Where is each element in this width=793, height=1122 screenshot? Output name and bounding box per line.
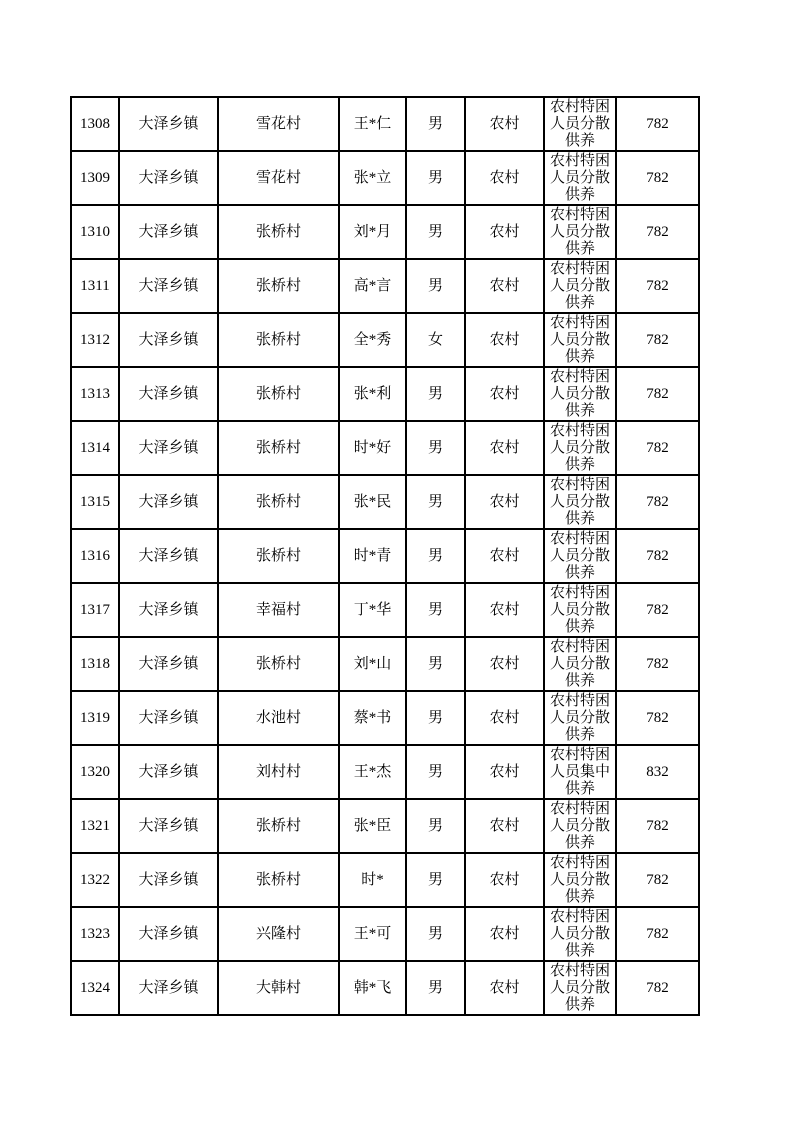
table-row bbox=[71, 97, 699, 151]
cell-gender: 男 bbox=[406, 637, 465, 691]
cell-area-type: 农村 bbox=[465, 367, 544, 421]
cell-support-category: 农村特困人员分散供养 bbox=[544, 475, 616, 529]
table-row bbox=[71, 529, 699, 583]
cell-area-type: 农村 bbox=[465, 907, 544, 961]
table-row bbox=[71, 313, 699, 367]
cell-amount: 782 bbox=[616, 907, 699, 961]
cell-amount: 782 bbox=[616, 637, 699, 691]
cell-town: 大泽乡镇 bbox=[119, 853, 218, 907]
cell-support-category: 农村特困人员分散供养 bbox=[544, 205, 616, 259]
cell-town: 大泽乡镇 bbox=[119, 961, 218, 1015]
cell-gender: 男 bbox=[406, 745, 465, 799]
cell-serial-number: 1318 bbox=[71, 637, 119, 691]
cell-support-category: 农村特困人员集中供养 bbox=[544, 745, 616, 799]
cell-village: 雪花村 bbox=[218, 97, 339, 151]
cell-gender: 男 bbox=[406, 475, 465, 529]
cell-support-category: 农村特困人员分散供养 bbox=[544, 637, 616, 691]
cell-masked-name: 时*好 bbox=[339, 421, 406, 475]
cell-masked-name: 高*言 bbox=[339, 259, 406, 313]
table-row bbox=[71, 745, 699, 799]
cell-village: 水池村 bbox=[218, 691, 339, 745]
cell-village: 张桥村 bbox=[218, 259, 339, 313]
cell-town: 大泽乡镇 bbox=[119, 421, 218, 475]
cell-serial-number: 1323 bbox=[71, 907, 119, 961]
cell-masked-name: 张*民 bbox=[339, 475, 406, 529]
cell-masked-name: 张*立 bbox=[339, 151, 406, 205]
cell-gender: 男 bbox=[406, 961, 465, 1015]
cell-town: 大泽乡镇 bbox=[119, 907, 218, 961]
cell-village: 张桥村 bbox=[218, 421, 339, 475]
cell-town: 大泽乡镇 bbox=[119, 259, 218, 313]
cell-village: 张桥村 bbox=[218, 313, 339, 367]
table-row bbox=[71, 259, 699, 313]
cell-town: 大泽乡镇 bbox=[119, 745, 218, 799]
table-row bbox=[71, 151, 699, 205]
cell-serial-number: 1314 bbox=[71, 421, 119, 475]
cell-village: 张桥村 bbox=[218, 367, 339, 421]
cell-town: 大泽乡镇 bbox=[119, 583, 218, 637]
cell-village: 大韩村 bbox=[218, 961, 339, 1015]
cell-amount: 782 bbox=[616, 475, 699, 529]
cell-gender: 男 bbox=[406, 907, 465, 961]
cell-town: 大泽乡镇 bbox=[119, 151, 218, 205]
cell-support-category: 农村特困人员分散供养 bbox=[544, 313, 616, 367]
cell-amount: 782 bbox=[616, 961, 699, 1015]
cell-town: 大泽乡镇 bbox=[119, 529, 218, 583]
table-row bbox=[71, 367, 699, 421]
cell-village: 雪花村 bbox=[218, 151, 339, 205]
cell-area-type: 农村 bbox=[465, 97, 544, 151]
cell-village: 张桥村 bbox=[218, 799, 339, 853]
cell-area-type: 农村 bbox=[465, 421, 544, 475]
cell-masked-name: 刘*月 bbox=[339, 205, 406, 259]
cell-amount: 782 bbox=[616, 421, 699, 475]
cell-masked-name: 王*杰 bbox=[339, 745, 406, 799]
cell-amount: 782 bbox=[616, 259, 699, 313]
cell-area-type: 农村 bbox=[465, 745, 544, 799]
cell-support-category: 农村特困人员分散供养 bbox=[544, 583, 616, 637]
cell-serial-number: 1308 bbox=[71, 97, 119, 151]
table-row bbox=[71, 205, 699, 259]
cell-amount: 782 bbox=[616, 853, 699, 907]
cell-amount: 782 bbox=[616, 583, 699, 637]
table-row bbox=[71, 961, 699, 1015]
table-row bbox=[71, 421, 699, 475]
table-row bbox=[71, 691, 699, 745]
welfare-recipients-table bbox=[70, 96, 700, 1016]
cell-village: 兴隆村 bbox=[218, 907, 339, 961]
table-row bbox=[71, 475, 699, 529]
cell-area-type: 农村 bbox=[465, 259, 544, 313]
table-row bbox=[71, 907, 699, 961]
cell-town: 大泽乡镇 bbox=[119, 691, 218, 745]
cell-area-type: 农村 bbox=[465, 313, 544, 367]
cell-support-category: 农村特困人员分散供养 bbox=[544, 529, 616, 583]
cell-support-category: 农村特困人员分散供养 bbox=[544, 853, 616, 907]
cell-amount: 782 bbox=[616, 799, 699, 853]
cell-masked-name: 全*秀 bbox=[339, 313, 406, 367]
cell-serial-number: 1320 bbox=[71, 745, 119, 799]
cell-amount: 782 bbox=[616, 313, 699, 367]
cell-amount: 832 bbox=[616, 745, 699, 799]
cell-gender: 男 bbox=[406, 151, 465, 205]
cell-area-type: 农村 bbox=[465, 637, 544, 691]
cell-area-type: 农村 bbox=[465, 529, 544, 583]
cell-support-category: 农村特困人员分散供养 bbox=[544, 961, 616, 1015]
cell-serial-number: 1316 bbox=[71, 529, 119, 583]
cell-amount: 782 bbox=[616, 691, 699, 745]
cell-area-type: 农村 bbox=[465, 961, 544, 1015]
cell-amount: 782 bbox=[616, 367, 699, 421]
cell-village: 张桥村 bbox=[218, 853, 339, 907]
cell-town: 大泽乡镇 bbox=[119, 97, 218, 151]
cell-gender: 男 bbox=[406, 259, 465, 313]
cell-support-category: 农村特困人员分散供养 bbox=[544, 259, 616, 313]
cell-area-type: 农村 bbox=[465, 151, 544, 205]
cell-masked-name: 王*可 bbox=[339, 907, 406, 961]
cell-serial-number: 1322 bbox=[71, 853, 119, 907]
cell-masked-name: 王*仁 bbox=[339, 97, 406, 151]
cell-masked-name: 时* bbox=[339, 853, 406, 907]
cell-town: 大泽乡镇 bbox=[119, 637, 218, 691]
cell-masked-name: 韩*飞 bbox=[339, 961, 406, 1015]
cell-town: 大泽乡镇 bbox=[119, 313, 218, 367]
cell-support-category: 农村特困人员分散供养 bbox=[544, 691, 616, 745]
cell-support-category: 农村特困人员分散供养 bbox=[544, 367, 616, 421]
cell-gender: 男 bbox=[406, 583, 465, 637]
cell-area-type: 农村 bbox=[465, 205, 544, 259]
cell-serial-number: 1310 bbox=[71, 205, 119, 259]
cell-support-category: 农村特困人员分散供养 bbox=[544, 151, 616, 205]
cell-town: 大泽乡镇 bbox=[119, 475, 218, 529]
cell-area-type: 农村 bbox=[465, 583, 544, 637]
table-row bbox=[71, 799, 699, 853]
table-row bbox=[71, 583, 699, 637]
cell-serial-number: 1311 bbox=[71, 259, 119, 313]
cell-serial-number: 1321 bbox=[71, 799, 119, 853]
cell-village: 张桥村 bbox=[218, 529, 339, 583]
cell-gender: 男 bbox=[406, 421, 465, 475]
cell-serial-number: 1309 bbox=[71, 151, 119, 205]
cell-serial-number: 1319 bbox=[71, 691, 119, 745]
table-row bbox=[71, 853, 699, 907]
cell-village: 张桥村 bbox=[218, 205, 339, 259]
cell-support-category: 农村特困人员分散供养 bbox=[544, 97, 616, 151]
cell-amount: 782 bbox=[616, 529, 699, 583]
cell-town: 大泽乡镇 bbox=[119, 367, 218, 421]
cell-masked-name: 刘*山 bbox=[339, 637, 406, 691]
cell-area-type: 农村 bbox=[465, 853, 544, 907]
cell-masked-name: 蔡*书 bbox=[339, 691, 406, 745]
cell-gender: 男 bbox=[406, 97, 465, 151]
cell-area-type: 农村 bbox=[465, 691, 544, 745]
cell-village: 刘村村 bbox=[218, 745, 339, 799]
cell-village: 张桥村 bbox=[218, 475, 339, 529]
cell-gender: 男 bbox=[406, 691, 465, 745]
cell-amount: 782 bbox=[616, 205, 699, 259]
cell-support-category: 农村特困人员分散供养 bbox=[544, 907, 616, 961]
cell-masked-name: 丁*华 bbox=[339, 583, 406, 637]
cell-area-type: 农村 bbox=[465, 475, 544, 529]
table-body bbox=[71, 97, 699, 1015]
cell-gender: 女 bbox=[406, 313, 465, 367]
cell-amount: 782 bbox=[616, 97, 699, 151]
cell-town: 大泽乡镇 bbox=[119, 799, 218, 853]
cell-gender: 男 bbox=[406, 853, 465, 907]
cell-gender: 男 bbox=[406, 529, 465, 583]
cell-area-type: 农村 bbox=[465, 799, 544, 853]
cell-masked-name: 张*臣 bbox=[339, 799, 406, 853]
cell-town: 大泽乡镇 bbox=[119, 205, 218, 259]
cell-serial-number: 1312 bbox=[71, 313, 119, 367]
cell-serial-number: 1317 bbox=[71, 583, 119, 637]
table-row bbox=[71, 637, 699, 691]
cell-support-category: 农村特困人员分散供养 bbox=[544, 421, 616, 475]
cell-gender: 男 bbox=[406, 205, 465, 259]
cell-serial-number: 1313 bbox=[71, 367, 119, 421]
cell-serial-number: 1324 bbox=[71, 961, 119, 1015]
cell-masked-name: 张*利 bbox=[339, 367, 406, 421]
cell-amount: 782 bbox=[616, 151, 699, 205]
cell-support-category: 农村特困人员分散供养 bbox=[544, 799, 616, 853]
cell-gender: 男 bbox=[406, 367, 465, 421]
cell-village: 幸福村 bbox=[218, 583, 339, 637]
cell-masked-name: 时*青 bbox=[339, 529, 406, 583]
cell-village: 张桥村 bbox=[218, 637, 339, 691]
cell-gender: 男 bbox=[406, 799, 465, 853]
cell-serial-number: 1315 bbox=[71, 475, 119, 529]
